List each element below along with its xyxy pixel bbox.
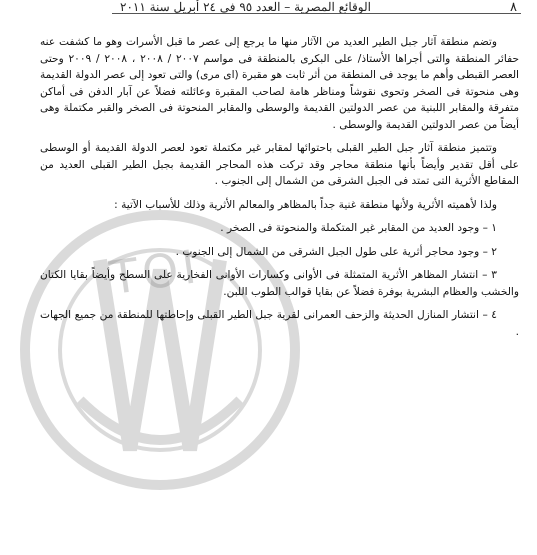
page-number: ٨ — [510, 0, 517, 14]
watermark-text: TOI — [106, 239, 204, 305]
list-item: ٣ – انتشار المظاهر الأثرية المتمثلة فى الأوانى وكسارات الأوانى الفخارية على السطح وأيضاً بقايا الكتان والخشب والعظام البشرية بوفرة فضلاً عن بقايا قوالب الطوب اللبن. — [40, 269, 519, 298]
page-header — [120, 0, 517, 14]
paragraph-southern-site: وتتميز منطقة آثار جبل الطير القبلى باحتوائها لمقابر غير مكتملة تعود لعصر الدولة القديمة أو الوسطى على أقل تقدير وأيضاً بأنها منطقة محاجر وقد تركت هذه المحاجر القديمة بجبل الطير القبلى العديد من المقاطع الأثرية التى تمتد فى الجبل الشرقى من الشمال إلى الجنوب . — [40, 142, 519, 187]
header-rule — [112, 13, 521, 14]
paragraph-site-description: وتضم منطقة آثار جبل الطير العديد من الآثار منها ما يرجع إلى عصر ما قبل الأسرات وهو ما كشفت عنه حفائر المنطقة والتى أجراها الأستاذ/ على البكرى بالمنطقة فى مواسم ٢٠٠٧ / ٢٠٠٨ ، ٢٠٠٨ / ٢٠٠٩ وحتى العصر القبطى وأهم ما يوجد فى المنطقة من أثر ثابت هو مقبرة (اى مرى) والتى تعود إلى عصر الدولة القديمة وهى منحوتة فى الصخر وتحوى نقوشاً ومناظر هامة لصاحب المقبرة وعائلته فضلاً عن آبار الدفن فى أماكن متفرقة والمقابر اللبنية من عصر الدولتين القديمة والوسطى والمقابر المنحوتة فى الصخر والقبر مكتملة وهى أيضاً من عصر الدولتين القديمة والوسطى . — [40, 36, 519, 131]
document-body — [40, 34, 519, 347]
list-item: ٢ – وجود محاجر أثرية على طول الجبل الشرقى من الشمال إلى الجنوب . — [175, 245, 497, 258]
list-item: ٤ – انتشار المنازل الحديثة والزحف العمرانى لقرية جبل الطير القبلى وإحاطتها للمنطقة من جميع الجهات . — [40, 309, 519, 338]
list-item: ١ – وجود العديد من المقابر غير المتكملة والمنحوتة فى الصخر . — [220, 222, 497, 234]
paragraph-reasons-intro: ولذا لأهميته الأثرية ولأنها منطقة غنية جداً بالمظاهر والمعالم الأثرية وذلك للأسباب الآتية : — [114, 198, 497, 211]
running-title: الوقائع المصرية – العدد ٩٥ فى ٢٤ أبريل سنة ٢٠١١ — [120, 0, 371, 14]
